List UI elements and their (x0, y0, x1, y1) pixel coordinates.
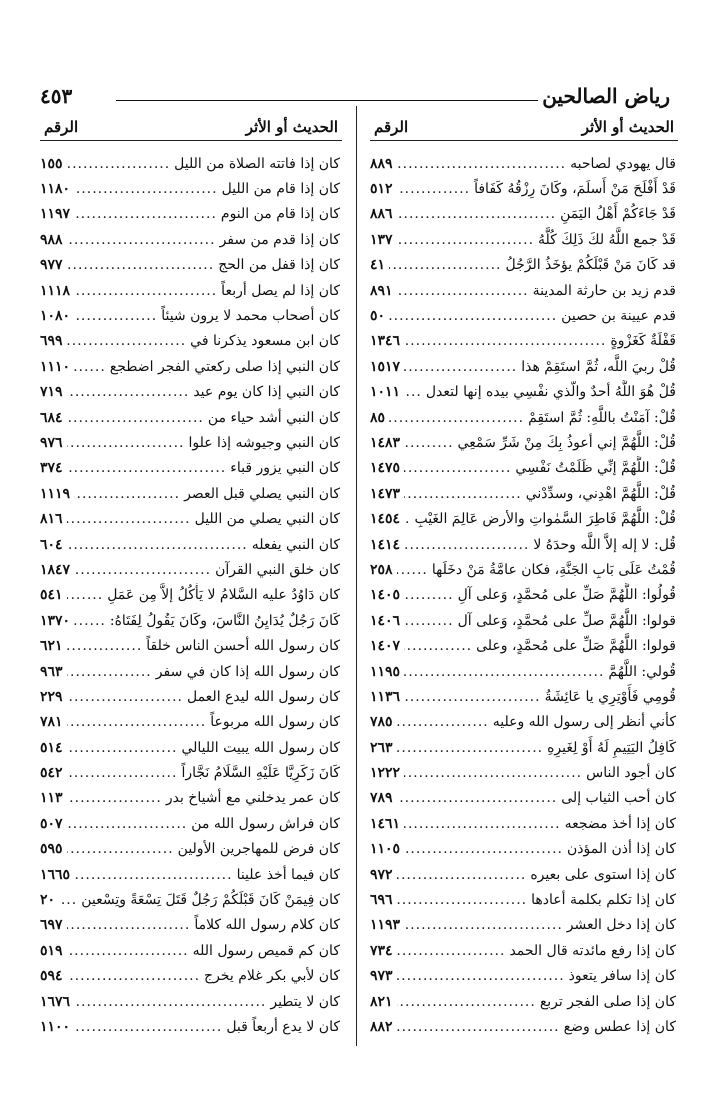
index-row (40, 176, 342, 201)
left-column (40, 114, 342, 1040)
index-row (370, 532, 678, 557)
index-entry-text: كان إذا أذن المؤذن (567, 841, 676, 858)
index-row (370, 354, 678, 379)
leader-dots (67, 537, 248, 553)
index-entry-number: ١٣٤٦ (370, 333, 401, 350)
index-entry-number: ٧١٩ (40, 384, 63, 401)
index-row (40, 608, 342, 633)
index-row (370, 151, 678, 176)
leader-dots (397, 994, 536, 1010)
index-entry-number: ٨٨٦ (370, 206, 393, 223)
index-entry-text: كان كم قميص رسول الله (192, 942, 340, 959)
index-entry-number: ٧٣٤ (370, 942, 393, 959)
leader-dots (74, 1019, 222, 1035)
leader-dots (74, 206, 217, 222)
index-entry-text: قُومِي فَأَوْتِرِي يا عَائِشَةُ (544, 688, 676, 705)
index-entry-number: ١٦٧٦ (40, 993, 71, 1010)
index-entry-number: ١١٩٣ (370, 917, 401, 934)
index-entry-text: كان النبي يزور قباء (230, 460, 340, 477)
leader-dots (67, 816, 188, 832)
header-rule (116, 100, 538, 101)
index-row (40, 583, 342, 608)
index-entry-number: ٦٩٩ (40, 333, 63, 350)
index-entry-text: قُلْ: اللَّهُمَّ إني أعوذُ بِكَ مِنْ شَرِّ سَمْعِي (457, 434, 676, 451)
index-entry-text: كان إذا قفل من الحج (218, 257, 340, 274)
index-row (370, 938, 678, 963)
index-row (40, 557, 342, 582)
index-entry-number: ٥٩٥ (40, 841, 63, 858)
index-entry-number: ٥٤١ (40, 587, 63, 604)
index-entry-number: ١٤١٤ (370, 536, 401, 553)
index-entry-text: قُلْ ربيَ اللَّه، ثُمَّ استَقِمْ هذا (521, 358, 676, 375)
index-entry-number: ٦٠٤ (40, 536, 63, 553)
leader-dots (404, 333, 606, 349)
index-entry-number: ١٨٤٧ (40, 561, 71, 578)
leader-dots (67, 689, 183, 705)
index-row (40, 1014, 342, 1039)
leader-dots (397, 790, 558, 806)
index-entry-number: ١٦٦٥ (40, 866, 71, 883)
index-entry-number: ٧٨٥ (370, 714, 393, 731)
index-entry-text: كان النبي يصلي قبل العصر (184, 485, 340, 502)
leader-dots (59, 892, 77, 908)
index-entry-number: ٦٢١ (40, 638, 63, 655)
leader-dots (404, 841, 563, 857)
index-entry-text: كان لا يدع أربعاً قبل (226, 1018, 340, 1035)
index-entry-text: كان فرض للمهاجرين الأولين (177, 841, 340, 858)
index-entry-text: كان إذا رفع مائدته قال الحمد (509, 942, 676, 959)
index-entry-text: كان إذا سافر يتعوذ (568, 968, 676, 985)
index-entry-text: كان أحب الثياب إلى (561, 790, 676, 807)
leader-dots (67, 714, 207, 730)
index-row (40, 938, 342, 963)
index-row (370, 684, 678, 709)
leader-dots (74, 359, 106, 375)
leader-dots (389, 410, 524, 426)
index-row (40, 862, 342, 887)
index-entry-text: قُلْ هُوَ اللَّهُ أحدٌ والّذي نفْسِي بيده إنها لتعدل (425, 384, 676, 401)
index-entry-number: ١٥٥ (40, 155, 63, 172)
index-entry-number: ٨٥ (370, 409, 386, 426)
index-entry-text: كَانَ رَجُلٌ يُدَايِنُ النَّاسَ، وكَانَ يَقُولُ لِفَتَاهُ: (109, 612, 340, 629)
leader-dots (397, 968, 565, 984)
index-row (40, 964, 342, 989)
index-entry-text: قُمْتُ عَلَى بَابِ الجَنَّةِ، فكان عامَّةُ مَنْ دخَلَها (431, 561, 676, 578)
index-entry-number: ٥٩٤ (40, 968, 63, 985)
index-entry-text: كَافِلُ اليَتِيمِ لَهُ أَوْ لِغَيرِهِ (547, 739, 676, 756)
index-entry-number: ١١٠٠ (40, 1018, 71, 1035)
index-entry-text: قدم زيد بن حارثة المدينة (532, 282, 676, 299)
index-row (370, 887, 678, 912)
index-row (40, 887, 342, 912)
index-entry-number: ٩٧٣ (370, 968, 393, 985)
index-row (370, 583, 678, 608)
leader-dots (404, 689, 541, 705)
index-row (40, 278, 342, 303)
leader-dots (404, 638, 472, 654)
index-row (370, 329, 678, 354)
leader-dots (404, 486, 522, 502)
index-entry-number: ٢٠ (40, 892, 56, 909)
page-title: رياض الصالحين (542, 84, 670, 108)
left-column-rows (40, 151, 342, 1040)
index-entry-number: ١١٣ (40, 790, 63, 807)
index-entry-text: كان النبي إذا كان يوم عيد (193, 384, 340, 401)
leader-dots (397, 156, 567, 172)
index-entry-number: ٨٨٢ (370, 1018, 393, 1035)
index-entry-text: قدم عيينة بن حصين (561, 308, 676, 325)
index-entry-number: ١٤٨٣ (370, 434, 401, 451)
column-divider (356, 106, 357, 1046)
leader-dots (67, 790, 162, 806)
index-row (370, 227, 678, 252)
left-column-header (40, 114, 342, 141)
index-entry-number: ١٥١٧ (370, 358, 401, 375)
index-row (40, 329, 342, 354)
leader-dots (397, 892, 528, 908)
index-entry-text: كان كلام رسول الله كلاماً (194, 917, 340, 934)
index-entry-text: كان لأبي بكر غلام يخرج (204, 968, 340, 985)
index-row (370, 1014, 678, 1039)
index-entry-number: ١٣٧ (370, 231, 393, 248)
index-entry-number: ١٣٧٠ (40, 612, 71, 629)
leader-dots (67, 664, 152, 680)
leader-dots (397, 867, 527, 883)
leader-dots (404, 765, 582, 781)
index-entry-number: ١٤٠٧ (370, 638, 401, 655)
index-entry-text: كان إذا عطس وضع (563, 1018, 676, 1035)
index-entry-text: كان رسول الله إذا كان في سفر (155, 663, 340, 680)
leader-dots (67, 765, 178, 781)
index-row (40, 735, 342, 760)
leader-dots (389, 308, 557, 324)
leader-dots (397, 740, 544, 756)
index-entry-number: ١٤٥٤ (370, 511, 401, 528)
index-row (40, 151, 342, 176)
index-row (370, 862, 678, 887)
index-entry-text: كَانَ زَكَرِيَّا عَلَيْهِ السَّلَامُ نَجَّاراً (181, 765, 340, 782)
index-entry-number: ٦٩٦ (370, 892, 393, 909)
index-entry-text: كأني أنظر إلى رسول الله وعليه (492, 714, 676, 731)
index-entry-number: ٤١ (370, 257, 386, 274)
index-row (40, 430, 342, 455)
leader-dots (67, 638, 143, 654)
leader-dots (389, 257, 501, 273)
index-row (370, 176, 678, 201)
index-entry-text: قولوا: اللَّهُمَّ صَلِّ على مُحمَّدٍ، وعلى (476, 638, 676, 655)
index-row (370, 278, 678, 303)
index-entry-text: كان دَاوُدُ عليه السَّلامُ لا يَأْكُلُ إلاَّ مِن عَمَلِ (107, 587, 340, 604)
leader-dots (67, 587, 104, 603)
index-entry-number: ١٤٠٦ (370, 612, 401, 629)
index-entry-text: قُلْ: اللَّهُمَّ إنِّي ظَلَمْتُ نَفْسِي (515, 460, 676, 477)
leader-dots (74, 867, 232, 883)
index-entry-number: ٩٨٨ (40, 231, 63, 248)
index-row (370, 760, 678, 785)
index-row (370, 710, 678, 735)
index-entry-text: كان رسول الله مربوعاً (210, 714, 340, 731)
leader-dots (74, 181, 217, 197)
index-entry-number: ٩٦٣ (40, 663, 63, 680)
index-row (370, 786, 678, 811)
index-row (370, 633, 678, 658)
leader-dots (397, 714, 489, 730)
index-entry-number: ٦٨٤ (40, 409, 63, 426)
leader-dots (74, 994, 266, 1010)
index-entry-number: ٨١٦ (40, 511, 63, 528)
index-row (40, 684, 342, 709)
index-entry-number: ١١٩٥ (370, 663, 401, 680)
index-entry-text: قَدْ جمع اللَّهُ لكَ ذَلِكَ كُلَّهُ (538, 231, 676, 248)
index-entry-text: كان فراش رسول الله من (191, 815, 340, 832)
leader-dots (67, 435, 185, 451)
index-entry-text: قَفْلَةٌ كَغَزْوةٍ (610, 333, 676, 350)
index-entry-text: قَدْ جَاءَكُمْ أَهْلُ اليَمَنِ (560, 206, 676, 223)
index-row (40, 837, 342, 862)
index-row (40, 253, 342, 278)
leader-dots (404, 664, 604, 680)
leader-dots (74, 562, 211, 578)
index-entry-text: قَدْ أَفْلَحَ مَنْ أَسلَمَ، وكَانَ رِزْقُهُ كَفَافاً (474, 181, 676, 198)
leader-dots (404, 435, 453, 451)
index-entry-number: ٨٩١ (370, 282, 393, 299)
index-entry-text: كان فيما أخذ علينا (236, 866, 340, 883)
index-entry-text: قُولُوا: اللَّهُمَّ صَلِّ على مُحمَّدٍ، وَعلى آلِ (457, 587, 676, 604)
index-entry-text: كان إذا استوى على بعيره (530, 866, 676, 883)
leader-dots (397, 1019, 560, 1035)
index-entry-number: ١٤٧٣ (370, 485, 401, 502)
index-entry-number: ٥١٢ (370, 181, 393, 198)
index-row (40, 633, 342, 658)
leader-dots (67, 511, 191, 527)
index-entry-text: كان النبي وجيوشه إذا علوا (188, 434, 340, 451)
index-entry-number: ١١٣٦ (370, 688, 401, 705)
index-row (370, 303, 678, 328)
right-column-header (370, 114, 678, 141)
leader-dots (397, 943, 506, 959)
index-row (40, 354, 342, 379)
index-row (40, 202, 342, 227)
index-entry-text: كان النبي يصلي من الليل (194, 511, 340, 528)
index-entry-number: ٥٠٧ (40, 815, 63, 832)
index-entry-text: كان النبي أشد حياء من (207, 409, 340, 426)
index-row (370, 989, 678, 1014)
index-row (40, 786, 342, 811)
index-entry-text: كان رسول الله ليدع العمل (186, 688, 340, 705)
index-row (370, 202, 678, 227)
leader-dots (67, 968, 200, 984)
index-entry-number: ٢٥٨ (370, 561, 393, 578)
leader-dots (397, 232, 534, 248)
index-row (40, 760, 342, 785)
leader-dots (67, 460, 227, 476)
leader-dots (404, 511, 410, 527)
index-entry-number: ٨٢١ (370, 993, 393, 1010)
leader-dots (404, 359, 517, 375)
leader-dots (74, 613, 106, 629)
index-entry-number: ١١٩٧ (40, 206, 71, 223)
index-entry-number: ١٢٢٢ (370, 765, 401, 782)
index-entry-text: كان إذا صلى الفجر تربع (539, 993, 676, 1010)
leader-dots (67, 917, 191, 933)
leader-dots (67, 740, 178, 756)
index-entry-text: قُلْ: اللَّهُمَّ اهْدِني، وسدِّدْني (525, 485, 676, 502)
index-entry-text: كان رسول الله أحسن الناس خلقاً (146, 638, 340, 655)
leader-dots (74, 308, 157, 324)
index-entry-text: كان فِيمَنْ كَانَ قَبْلَكُمْ رَجُلٌ قَتَلَ تِسْعَةً وتِسْعين (81, 892, 340, 909)
leader-dots (397, 562, 428, 578)
leader-dots (397, 206, 557, 222)
index-entry-text: قُولي: اللَّهُمَّ (608, 663, 676, 680)
index-row (370, 430, 678, 455)
index-row (370, 964, 678, 989)
index-entry-text: كان إذا قام من النوم (220, 206, 340, 223)
index-entry-text: كان أصحاب محمد لا يرون شيئاً (161, 308, 340, 325)
index-entry-number: ١١١٩ (40, 485, 71, 502)
index-row (370, 506, 678, 531)
leader-dots (404, 460, 511, 476)
index-entry-number: ١١٨٠ (40, 181, 71, 198)
index-entry-text: كان النبي إذا صلى ركعتي الفجر اضطجع (109, 358, 340, 375)
index-entry-number: ٧٨١ (40, 714, 63, 731)
index-row (370, 253, 678, 278)
right-column-rows (370, 151, 678, 1040)
page-header (40, 84, 678, 114)
index-row (40, 303, 342, 328)
leader-dots (67, 943, 189, 959)
index-entry-number: ٢٦٣ (370, 739, 393, 756)
column-header-text-label: الحديث أو الأثر (245, 118, 338, 136)
index-row (370, 735, 678, 760)
index-entry-number: ١١٠٥ (370, 841, 401, 858)
index-entry-number: ٥١٤ (40, 739, 63, 756)
index-entry-text: كان إذا تكلم بكلمة أعادها (531, 892, 676, 909)
index-entry-number: ١٤٧٥ (370, 460, 401, 477)
page-number: ٤٥٣ (40, 84, 73, 108)
leader-dots (404, 917, 563, 933)
leader-dots (404, 587, 454, 603)
index-entry-number: ١٠٨٠ (40, 308, 71, 325)
index-row (370, 405, 678, 430)
leader-dots (67, 232, 216, 248)
index-entry-number: ٨٨٩ (370, 155, 393, 172)
index-row (40, 989, 342, 1014)
leader-dots (404, 537, 529, 553)
index-entry-number: ٩٧٦ (40, 434, 63, 451)
index-entry-text: كان إذا دخل العشر (566, 917, 676, 934)
index-row (370, 913, 678, 938)
index-row (40, 811, 342, 836)
index-entry-text: كان لا يتطير (270, 993, 340, 1010)
index-entry-text: كان النبي يفعله (251, 536, 340, 553)
leader-dots (67, 257, 215, 273)
index-entry-text: قُلْ: آمَنْتُ باللَّهِ: ثُمَّ استَقِمْ (528, 409, 676, 426)
index-entry-text: قُل: لا إله إلاَّ اللَّه وحدَهُ لا (533, 536, 676, 553)
index-entry-number: ٧٨٩ (370, 790, 393, 807)
index-entry-number: ١١١٨ (40, 282, 71, 299)
index-entry-text: كان أجود الناس (586, 765, 676, 782)
index-entry-text: كان خلق النبي القرآن (215, 561, 340, 578)
index-entry-number: ٥٤٢ (40, 765, 63, 782)
leader-dots (404, 384, 422, 400)
index-entry-number: ٩٧٧ (40, 257, 63, 274)
index-entry-text: كان إذا قام من الليل (221, 181, 340, 198)
leader-dots (67, 333, 187, 349)
index-entry-number: ٥٠ (370, 308, 386, 325)
index-entry-text: قد كَانَ مَنْ قَبْلَكُمْ يؤخَذُ الرَّجُلُ (505, 257, 676, 274)
index-row (40, 481, 342, 506)
leader-dots (74, 486, 180, 502)
index-row (40, 532, 342, 557)
index-row (40, 659, 342, 684)
index-entry-text: كان إذا لم يصل أربعاً (221, 282, 340, 299)
index-entry-number: ٩٧٢ (370, 866, 393, 883)
leader-dots (397, 181, 471, 197)
index-row (40, 506, 342, 531)
index-entry-number: ٣٧٤ (40, 460, 63, 477)
index-entry-text: كان إذا قدم من سفر (219, 231, 340, 248)
index-entry-number: ٦٩٧ (40, 917, 63, 934)
index-entry-text: كان عمر يدخلني مع أشياخ بدر (165, 790, 340, 807)
index-row (370, 837, 678, 862)
index-row (40, 913, 342, 938)
column-header-text-label: الحديث أو الأثر (581, 118, 674, 136)
column-header-number-label: الرقم (44, 118, 79, 136)
index-entry-number: ١٤٠٥ (370, 587, 401, 604)
index-row (370, 811, 678, 836)
index-entry-text: كان إذا أخذ مضجعه (564, 815, 676, 832)
leader-dots (67, 841, 174, 857)
index-row (40, 227, 342, 252)
index-row (40, 405, 342, 430)
index-entry-number: ١٤٦١ (370, 815, 401, 832)
index-entry-number: ١٠١١ (370, 384, 401, 401)
index-row (370, 608, 678, 633)
index-entry-number: ١١١٠ (40, 358, 71, 375)
column-header-number-label: الرقم (374, 118, 409, 136)
index-entry-text: كان رسول الله يبيت الليالي (181, 739, 340, 756)
leader-dots (67, 156, 171, 172)
index-row (370, 481, 678, 506)
index-row (40, 710, 342, 735)
leader-dots (67, 410, 204, 426)
index-entry-text: كان ابن مسعود يذكرنا في (190, 333, 340, 350)
index-entry-number: ٥١٩ (40, 942, 63, 959)
leader-dots (397, 283, 529, 299)
index-row (370, 659, 678, 684)
index-entry-text: قُلْ: اللَّهُمَّ فَاطِرَ السَّمٰواتِ والأرض عَالِمَ الغَيْبِ (414, 511, 676, 528)
index-entry-text: قال يهودي لصاحبه (570, 155, 676, 172)
index-row (370, 557, 678, 582)
index-row (370, 456, 678, 481)
index-entry-text: كان إذا فاتته الصلاة من الليل (174, 155, 340, 172)
index-row (370, 380, 678, 405)
leader-dots (74, 283, 217, 299)
leader-dots (404, 613, 454, 629)
index-entry-text: قولوا: اللَّهُمَّ صلِّ على مُحمَّدٍ، وَعلى آل (457, 612, 676, 629)
index-row (40, 380, 342, 405)
index-entry-number: ٢٢٩ (40, 688, 63, 705)
right-column (370, 114, 678, 1040)
leader-dots (404, 816, 561, 832)
index-row (40, 456, 342, 481)
leader-dots (67, 384, 190, 400)
